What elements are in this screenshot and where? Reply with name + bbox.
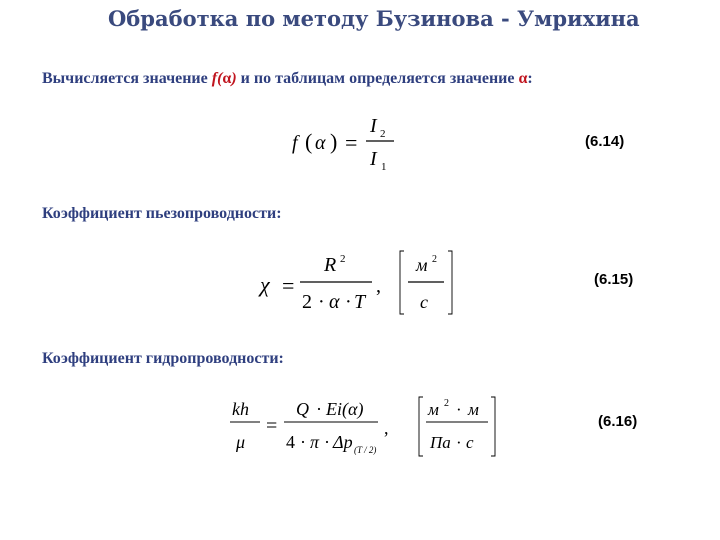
intro-text-before: Вычисляется значение <box>42 70 212 87</box>
hydroconductivity-label: Коэффициент гидропроводности: <box>42 350 284 367</box>
formula-6-14 <box>290 108 410 178</box>
eq3-unit-c: с <box>466 433 474 452</box>
equation-number-6-15: (6.15) <box>594 271 634 288</box>
eq3-unit-Pa: Па <box>430 433 451 452</box>
eq3-unit-bracket-left <box>419 397 423 456</box>
eq3-unit-m1: м <box>428 400 439 419</box>
eq2-comma: , <box>376 275 381 297</box>
eq3-denominator-dot2: · <box>324 432 330 452</box>
eq1-denominator-I: I <box>370 148 377 170</box>
eq3-unit-dot: · <box>456 400 462 419</box>
eq3-denominator-sub: (T / 2) <box>354 445 377 455</box>
eq3-denominator-4: 4 <box>286 432 295 452</box>
eq3-denominator-dp: Δp <box>333 432 353 452</box>
alpha-symbol: α <box>518 70 528 87</box>
function-alpha: α <box>222 70 232 87</box>
piezoconductivity-label: Коэффициент пьезопроводности: <box>42 205 282 222</box>
function-name: f( <box>211 70 223 87</box>
eq3-denominator-dot1: · <box>300 432 306 452</box>
eq2-unit-numerator: м <box>416 255 428 275</box>
eq2-numerator-exp: 2 <box>340 253 346 265</box>
formula-6-15 <box>258 248 468 323</box>
eq3-unit-dot2: · <box>456 433 462 452</box>
eq2-denominator-T: T <box>354 291 366 313</box>
eq1-paren-close: ) <box>330 129 338 154</box>
eq2-numerator-R: R <box>324 254 337 276</box>
eq3-unit-m2: м <box>468 400 479 419</box>
eq3-lhs-denominator: μ <box>236 432 246 452</box>
eq1-f: f <box>292 132 298 154</box>
eq1-denominator-sub: 1 <box>381 161 387 173</box>
slide-title: Обработка по методу Бузинова - Умрихина <box>108 6 640 31</box>
intro-sentence <box>42 70 533 88</box>
eq2-denominator-alpha: α <box>329 291 340 313</box>
eq3-denominator-pi: π <box>310 432 320 452</box>
intro-text-middle: и по таблицам определяется значение <box>236 70 519 87</box>
equation-number-6-14: (6.14) <box>585 133 625 150</box>
eq2-unit-bracket-right <box>448 251 452 314</box>
eq2-unit-denominator: с <box>420 292 428 312</box>
eq3-unit-bracket-right <box>491 397 495 456</box>
eq2-chi: χ <box>260 272 270 297</box>
eq3-numerator-Ei: Ei(α) <box>326 399 364 419</box>
eq2-unit-bracket-left <box>400 251 404 314</box>
function-label <box>212 70 237 87</box>
eq1-numerator-sub: 2 <box>380 128 386 140</box>
equation-number-6-16: (6.16) <box>598 413 638 430</box>
function-close: ) <box>231 70 237 87</box>
eq2-denominator-2: 2 <box>302 291 312 313</box>
eq2-denominator-dot1: · <box>318 291 325 313</box>
eq3-lhs-numerator: kh <box>232 399 249 419</box>
eq3-comma: , <box>384 418 389 438</box>
eq3-equals: = <box>266 415 278 437</box>
eq1-paren-open: ( <box>305 129 313 154</box>
eq2-denominator-dot2: · <box>345 291 352 313</box>
eq3-numerator-Q: Q <box>296 399 309 419</box>
eq3-unit-exp: 2 <box>444 398 449 409</box>
eq1-alpha: α <box>315 132 326 154</box>
intro-colon: : <box>527 70 533 87</box>
eq3-numerator-dot: · <box>316 399 322 419</box>
eq1-equals: = <box>345 130 358 155</box>
eq2-equals: = <box>282 273 295 298</box>
formula-6-16 <box>228 394 528 464</box>
eq1-numerator-I: I <box>370 115 377 137</box>
eq2-unit-exp: 2 <box>432 254 437 265</box>
